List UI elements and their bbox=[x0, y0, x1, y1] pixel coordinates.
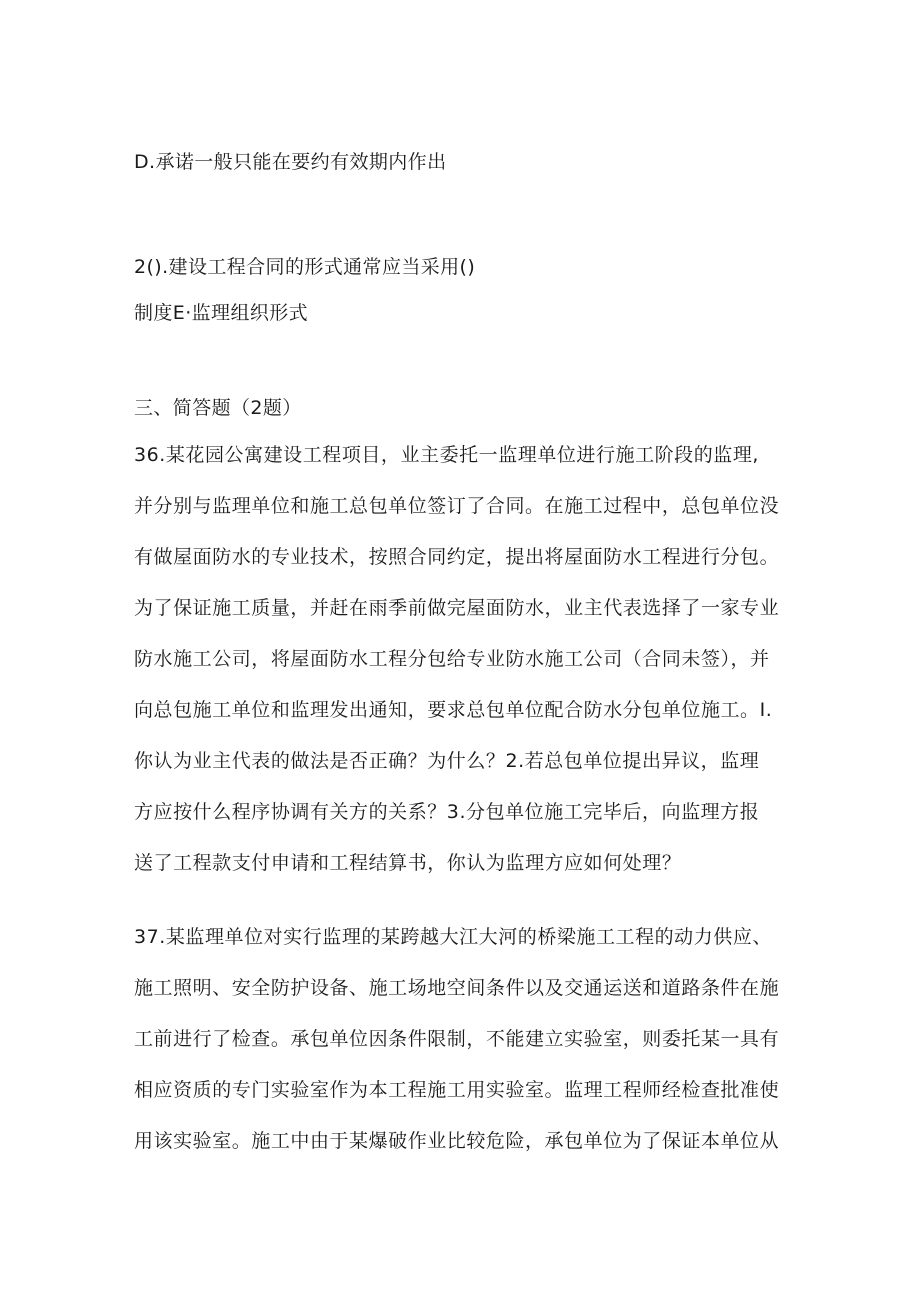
question-37-line: 相应资质的专门实验室作为本工程施工用实验室。监理工程师经检查批准使 bbox=[134, 1079, 780, 1101]
option-d: D.承诺一般只能在要约有效期内作出 bbox=[134, 151, 447, 173]
question-36-line: 为了保证施工质量，并赶在雨季前做完屋面防水，业主代表选择了一家专业 bbox=[134, 597, 780, 619]
question-36-line: 方应按什么程序协调有关方的关系？3.分包单位施工完毕后，向监理方报 bbox=[134, 801, 760, 823]
question-36-line: 向总包施工单位和监理发出通知，要求总包单位配合防水分包单位施工。I. bbox=[134, 699, 773, 721]
question-37 bbox=[134, 925, 794, 1180]
question-36-line: 防水施工公司，将屋面防水工程分包给专业防水施工公司（合同未签），并 bbox=[134, 648, 770, 670]
question-36-line: 有做屋面防水的专业技术，按照合同约定，提出将屋面防水工程进行分包。 bbox=[134, 546, 780, 568]
question-37-line: 施工照明、安全防护设备、施工场地空间条件以及交通运送和道路条件在施 bbox=[134, 977, 780, 999]
question-36-line: 送了工程款支付申请和工程结算书，你认为监理方应如何处理？ bbox=[134, 852, 682, 874]
question-36-line: 并分别与监理单位和施工总包单位签订了合同。在施工过程中，总包单位没 bbox=[134, 495, 780, 517]
question-36-line: 36.某花园公寓建设工程项目，业主委托一监理单位进行施工阶段的监理, bbox=[134, 444, 759, 466]
section-heading: 三、简答题（2题） bbox=[134, 397, 302, 419]
question-37-line: 用该实验室。施工中由于某爆破作业比较危险，承包单位为了保证本单位从 bbox=[134, 1130, 780, 1152]
question-37-line: 37.某监理单位对实行监理的某跨越大江大河的桥梁施工工程的动力供应、 bbox=[134, 926, 772, 948]
question-2-fragment: 制度E·监理组织形式 bbox=[134, 302, 309, 324]
question-36 bbox=[134, 443, 794, 902]
question-2: 2().建设工程合同的形式通常应当采用() bbox=[134, 256, 476, 278]
question-36-line: 你认为业主代表的做法是否正确？为什么？2.若总包单位提出异议，监理 bbox=[134, 750, 760, 772]
question-37-line: 工前进行了检查。承包单位因条件限制，不能建立实验室，则委托某一具有 bbox=[134, 1028, 780, 1050]
